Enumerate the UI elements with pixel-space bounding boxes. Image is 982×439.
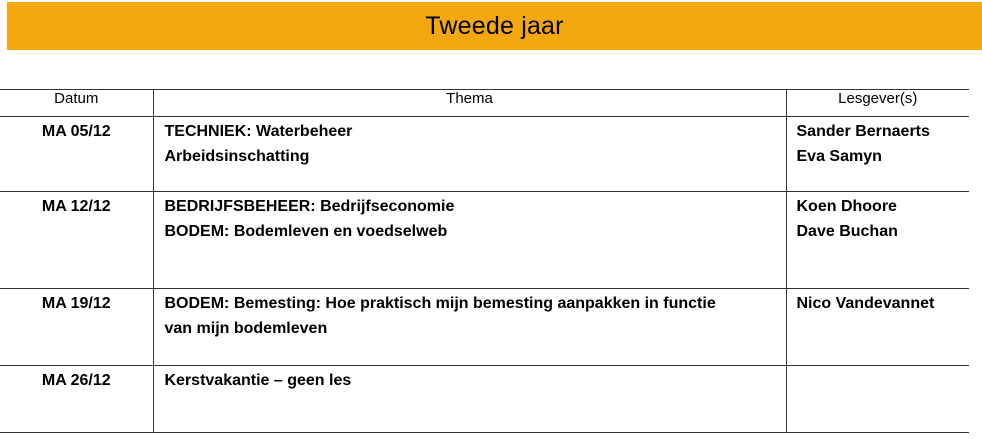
cell-datum: MA 12/12 (0, 192, 153, 289)
page-title: Tweede jaar (425, 11, 564, 40)
table-row (0, 117, 969, 192)
thema-line: van mijn bodemleven (164, 320, 328, 337)
cell-lesgever (786, 289, 969, 366)
cell-thema (153, 192, 786, 289)
lesgever-name: Koen Dhoore (796, 198, 897, 215)
lesgever-name: Nico Vandevannet (796, 295, 935, 312)
header-thema: Thema (153, 90, 786, 117)
table-header-row (0, 90, 969, 117)
thema-line: TECHNIEK: Waterbeheer (164, 123, 353, 140)
cell-thema (153, 289, 786, 366)
cell-datum: MA 19/12 (0, 289, 153, 366)
schedule-table (0, 89, 969, 433)
table-row (0, 192, 969, 289)
header-lesgever: Lesgever(s) (786, 90, 969, 117)
table-row (0, 366, 969, 433)
thema-line: Arbeidsinschatting (164, 148, 310, 165)
cell-lesgever (786, 117, 969, 192)
lesgever-name: Dave Buchan (796, 223, 898, 240)
header-datum: Datum (0, 90, 153, 117)
thema-line: BEDRIJFSBEHEER: Bedrijfseconomie (164, 198, 455, 215)
cell-datum: MA 26/12 (0, 366, 153, 433)
cell-lesgever (786, 192, 969, 289)
cell-datum: MA 05/12 (0, 117, 153, 192)
table-row (0, 289, 969, 366)
thema-line: BODEM: Bemesting: Hoe praktisch mijn bemesting aanpakken in functie (164, 295, 716, 312)
lesgever-name: Eva Samyn (796, 148, 882, 165)
thema-line: BODEM: Bodemleven en voedselweb (164, 223, 448, 240)
cell-thema (153, 117, 786, 192)
title-banner (7, 2, 982, 50)
lesgever-name: Sander Bernaerts (796, 123, 930, 140)
thema-line: Kerstvakantie – geen les (164, 372, 352, 389)
cell-thema (153, 366, 786, 433)
cell-lesgever (786, 366, 969, 433)
